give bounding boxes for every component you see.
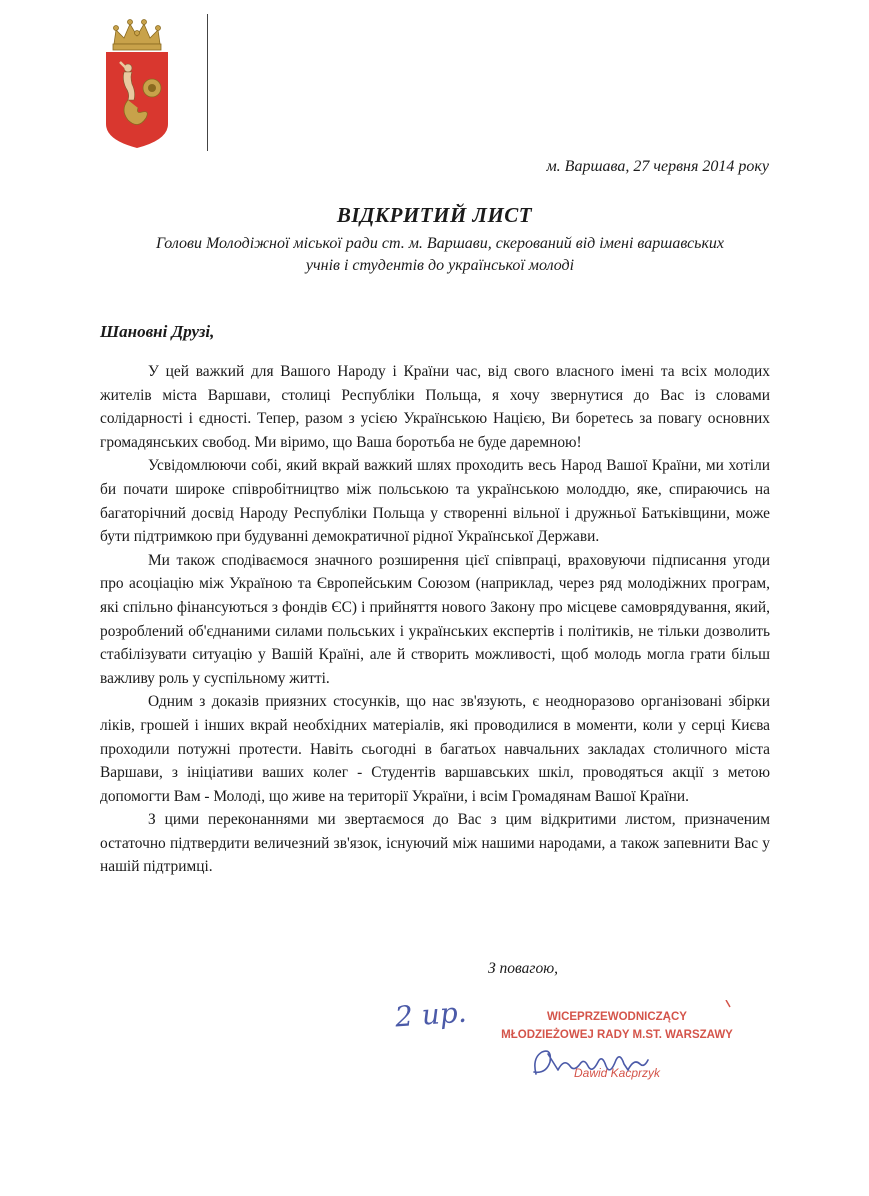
signature: [528, 1040, 652, 1084]
body-paragraph: З цими переконаннями ми звертаємося до Вас з цим відкритими листом, призначеним остаточно підтвердити величезний зв'язок, існуючий між нашими народами, а також запевнити Вас у нашій підтримці.: [100, 811, 770, 876]
body-paragraph: Одним з доказів приязних стосунків, що нас зв'язують, є неодноразово організовані збірки ліків, грошей і інших вкрай необхідних матеріалів, які проводилися в моменти, коли у серці Києва проходили потужні протести. Навіть сьогодні в багатьох навчальних закладах столичного міста Варшави, з ініціативи ваших колег - Студентів варшавських шкіл, проводяться акції з метою допомогти Вам - Молоді, що живе на території України, і всім Громадянам Вашої Країни.: [100, 693, 770, 805]
body-paragraph: Усвідомлюючи собі, який вкрай важкий шлях проходить весь Народ Вашої Країни, ми хотіли би почати широке співробітництво між польською та українською молоддю, яке, спираючись на багаторічний досвід Народу Республіки Польща у створенні вільної і дружньої Батьківщини, може бути підтримкою при будуванні демократичної рідної Української Держави.: [100, 457, 770, 546]
stamp-title: WICEPRZEWODNICZĄCY: [547, 1011, 687, 1023]
subtitle-line: Голови Молодіжної міської ради ст. м. Варшави, скерований від імені варшавських: [155, 235, 725, 252]
handwritten-note: 2 ир.: [393, 995, 468, 1034]
warsaw-coat-of-arms-icon: [102, 14, 172, 150]
body-paragraph: У цей важкий для Вашого Народу і Країни час, від свого власного імені та всіх молодих жителів міста Варшави, столиці Республіки Польща, я хочу звернутися до Вас із словами солідарності і єдності. Тепер, разом з усією Українською Нацією, Ви боретесь за повагу основних громадянських свобод. Ми віримо, що Ваша боротьба не буде даремною!: [100, 363, 770, 451]
letter-body: [100, 360, 770, 879]
subtitle-line: учнів і студентів до української молоді: [305, 257, 575, 274]
red-mark-icon: [725, 1000, 731, 1008]
letter-subtitle: [90, 233, 790, 277]
letterhead-divider: [207, 14, 208, 151]
stamp-name: Dawid Kacprzyk: [573, 1066, 661, 1080]
letter-date: м. Варшава, 27 червня 2014 року: [546, 158, 769, 175]
greeting: Шановні Друзі,: [100, 322, 215, 341]
stamp-organization: MŁODZIEŻOWEJ RADY M.ST. WARSZAWY: [501, 1029, 733, 1041]
letter-title: ВІДКРИТИЙ ЛИСТ: [336, 203, 533, 227]
body-paragraph: Ми також сподіваємося значного розширення цієї співпраці, враховуючи підписання угоди про асоціацію між Україною та Європейським Союзом (наприклад, через ряд молодіжних програм, які спільно фінансуються з фондів ЄС) і прийняття нового Закону про місцеве самоврядування, який, розроблений об'єднаними силами польських і українських експертів і політиків, не тільки дозволить стабілізувати ситуацію у Вашій Країні, але й створить можливості, щоб молодь могла грати більш важливу роль у суспільному житті.: [100, 551, 770, 687]
closing: З повагою,: [488, 960, 559, 977]
